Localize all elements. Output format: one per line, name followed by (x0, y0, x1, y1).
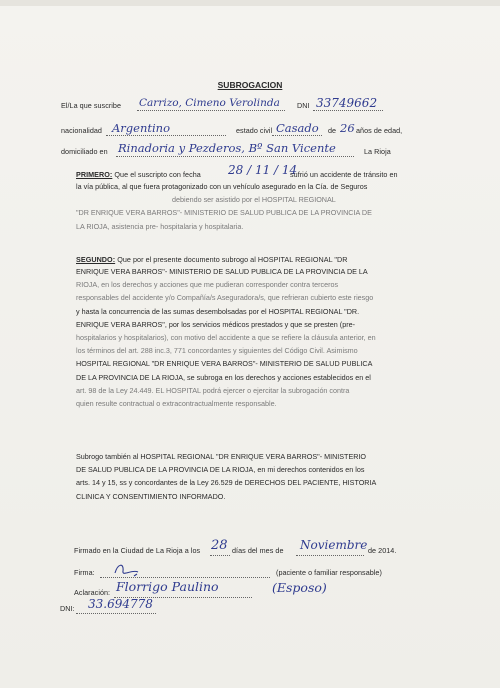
segundo-line: quien resulte contractual o extracontractualmente responsable. (76, 399, 277, 409)
aclaracion-label: Aclaración: (74, 588, 111, 597)
subrogo-line: DE SALUD PUBLICA DE LA PROVINCIA DE LA RIOJA, en mi derechos contenidos en los (76, 465, 365, 475)
dia-handwritten: 28 (211, 538, 228, 553)
suscribe-label: El/La que suscribe (61, 101, 122, 110)
segundo-label: SEGUNDO: (76, 255, 116, 264)
dia-line (210, 555, 230, 556)
dni-handwritten: 33749662 (316, 96, 378, 110)
firma-dni-label: DNI: (60, 604, 75, 613)
aclaracion-handwritten: Florrigo Paulino (116, 579, 219, 594)
estado-line (272, 135, 322, 136)
primero-label: PRIMERO: (76, 170, 113, 179)
segundo-line: hospitalarios y hospitalarios), con motivo del accidente a que se refiere la cláusula anterior, en (76, 333, 376, 343)
segundo-line-1 (76, 255, 348, 264)
primero-line: "DR ENRIQUE VERA BARROS"- MINISTERIO DE SALUD PUBLICA DE LA PROVINCIA DE (76, 208, 372, 218)
subrogo-line: Subrogo también al HOSPITAL REGIONAL "DR ENRIQUE VERA BARROS"- MINISTERIO (76, 452, 367, 461)
edad-suffix: años de edad, (356, 126, 403, 135)
scan-edge (0, 0, 500, 6)
segundo-line: ENRIQUE VERA BARROS", por los servicios médicos prestados y que se presten (pre- (76, 319, 355, 329)
signature-scribble (112, 560, 152, 580)
primero-body (76, 180, 408, 233)
domiciliado-label: domiciliado en (61, 147, 108, 156)
firma-label: Firma: (74, 568, 95, 577)
fecha-handwritten: 28 / 11 / 14 (228, 163, 298, 177)
domicilio-handwritten: Rinadoria y Pezderos, Bº San Vicente (118, 141, 336, 155)
de-label: de (328, 126, 337, 135)
nacionalidad-handwritten: Argentino (112, 121, 171, 135)
firma-dni-handwritten: 33.694778 (88, 597, 153, 611)
estado-handwritten: Casado (276, 121, 319, 135)
primero-line: debiendo ser asistido por el HOSPITAL REGIONAL (172, 195, 336, 205)
segundo-line: responsables del accidente y/o Compañía/s Aseguradora/s, que refrieran cubierto este riesgo (76, 293, 374, 303)
primero-text-a: Que el suscripto con fecha (114, 170, 201, 179)
mes-line (296, 555, 364, 556)
subrogo-line: CLINICA Y CONSENTIMIENTO INFORMADO. (76, 491, 226, 501)
estado-label: estado civil (236, 126, 273, 135)
primero-line: LA RIOJA, asistencia pre- hospitalaria y hospitalaria. (76, 221, 244, 231)
ciudad-label: La Rioja (364, 147, 391, 156)
dni-line (313, 110, 383, 111)
segundo-line: art. 98 de la Ley 24.449. EL HOSPITAL podrá ejercer o ejercitar la subrogación contra (76, 385, 350, 395)
firma-dni-line (76, 613, 156, 614)
firmado-text: Firmado en la Ciudad de La Rioja a los (74, 546, 201, 555)
mes-handwritten: Noviembre (300, 538, 368, 552)
nacionalidad-label: nacionalidad (61, 126, 102, 135)
segundo-line: ENRIQUE VERA BARROS"- MINISTERIO DE SALUD PUBLICA DE LA PROVINCIA DE LA (76, 267, 368, 276)
relacion-handwritten: (Esposo) (272, 580, 327, 595)
segundo-line: HOSPITAL REGIONAL "DR ENRIQUE VERA BARROS"- MINISTERIO DE SALUD PUBLICA (76, 359, 373, 369)
segundo-body (76, 265, 408, 410)
segundo-line: los términos del art. 288 inc.3, 771 concordantes y siguientes del Código Civil. Asimismo (76, 346, 358, 356)
subrogo-line: arts. 14 y 15, ss y concordantes de la Ley 26.529 de DERECHOS DEL PACIENTE, HISTORIA (76, 478, 377, 488)
name-line (137, 110, 285, 111)
dias-text: días del mes de (232, 546, 284, 555)
primero-line: la vía pública, al que fuera protagonizado con un vehículo asegurado en la Cía. de Seguros (76, 182, 368, 191)
segundo-first-line: Que por el presente documento subrogo al HOSPITAL REGIONAL "DR (117, 255, 348, 264)
dni-label: DNI (297, 101, 310, 110)
segundo-line: RIOJA, en los derechos y acciones que me pudieran corresponder contra terceros (76, 280, 339, 290)
segundo-line: DE LA PROVINCIA DE LA RIOJA, se subroga en los derechos y acciones establecidos en el (76, 372, 371, 382)
anio-text: de 2014. (368, 546, 397, 555)
firma-note: (paciente o familiar responsable) (276, 568, 382, 577)
nacionalidad-line (106, 135, 226, 136)
document-title: SUBROGACION (217, 80, 283, 90)
primero-text-b: sufrió un accidente de tránsito en (290, 170, 398, 179)
segundo-line: y hasta la concurrencia de las sumas desembolsadas por el HOSPITAL REGIONAL "DR. (76, 306, 360, 316)
name-handwritten: Carrizo, Cimeno Verolinda (139, 97, 280, 109)
subrogo-body (76, 450, 408, 503)
edad-handwritten: 26 (340, 121, 355, 135)
domicilio-line (116, 156, 354, 157)
primero-line-1 (76, 170, 201, 179)
